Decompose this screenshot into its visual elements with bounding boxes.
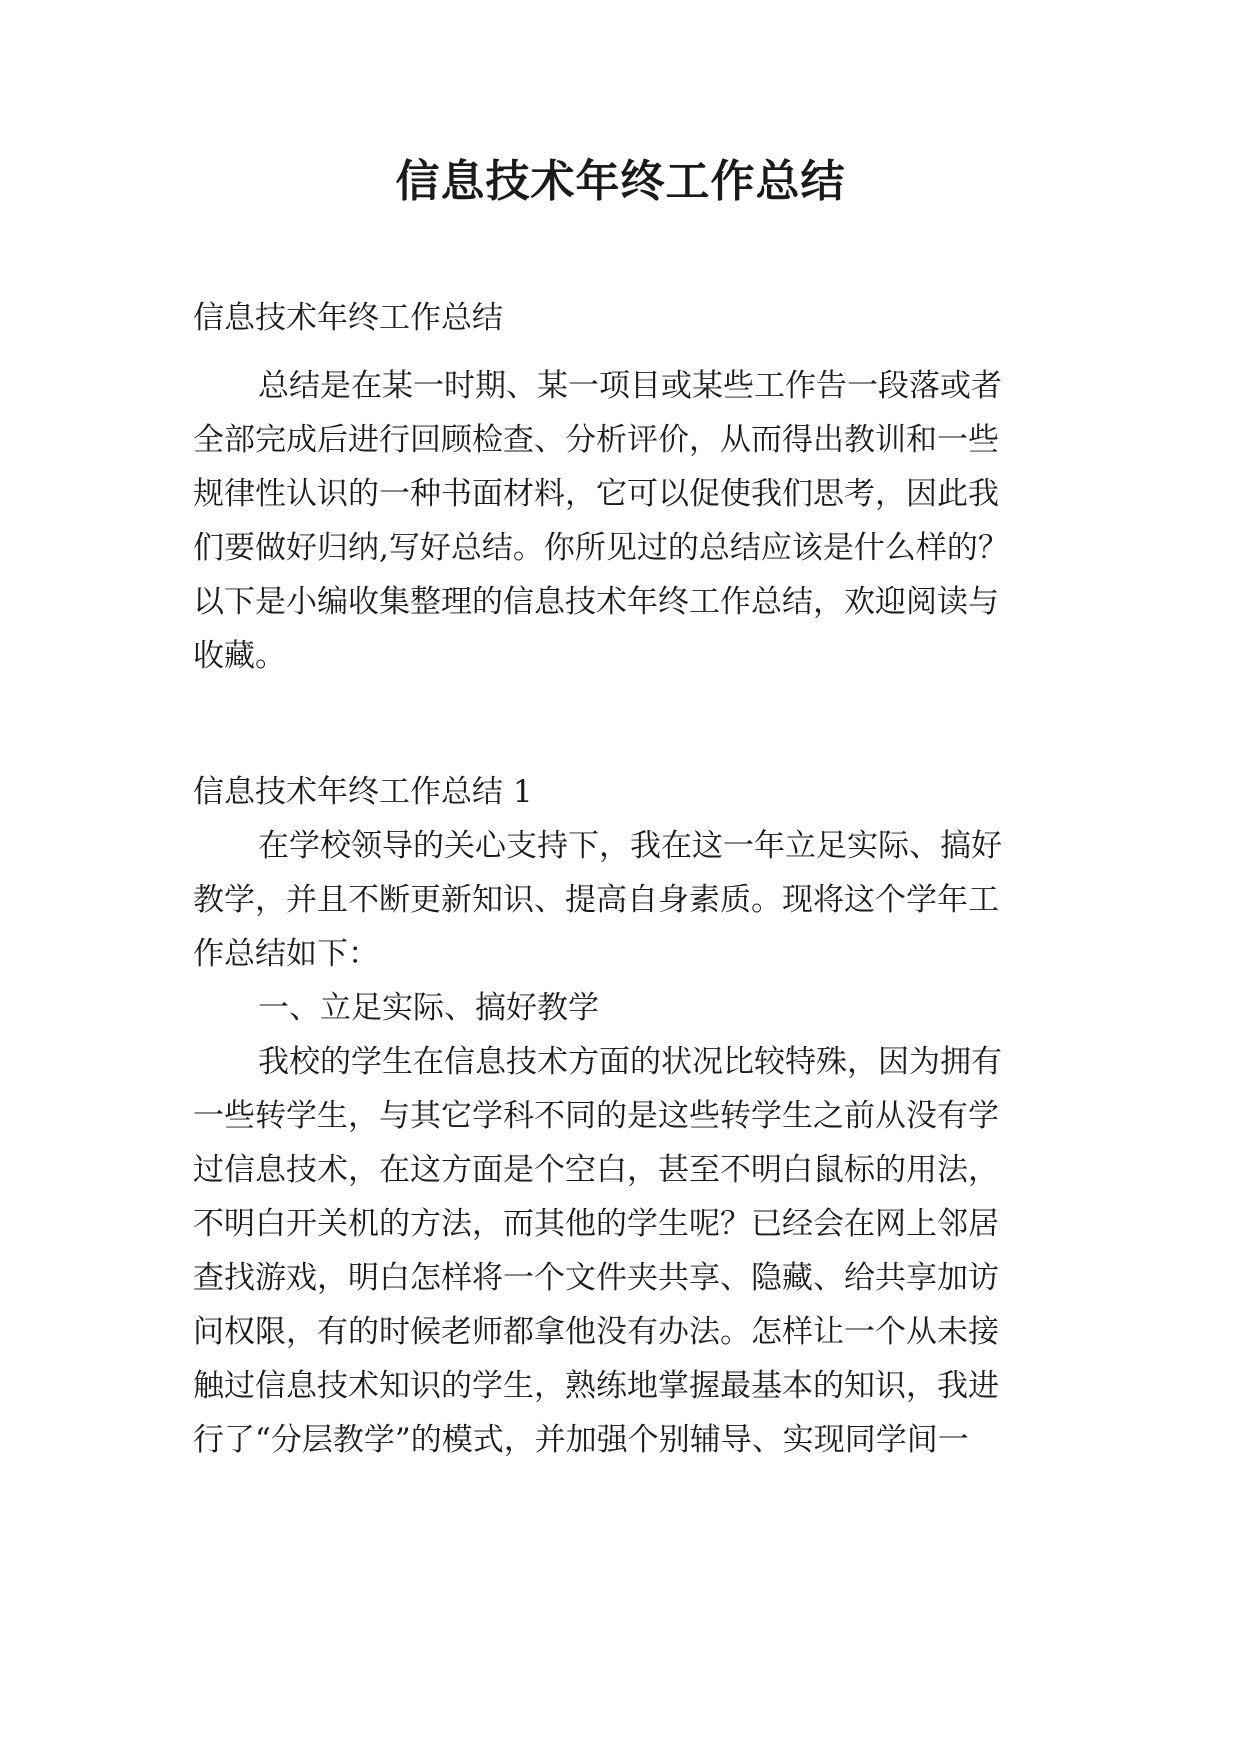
intro-line-5: 以下是小编收集整理的信息技术年终工作总结，欢迎阅读与 <box>193 584 999 620</box>
section-intro-line-3: 作总结如下： <box>193 936 379 972</box>
body-line-6: 问权限，有的时候老师都拿他没有办法。怎样让一个从未接 <box>193 1314 999 1350</box>
intro-line-6: 收藏。 <box>193 638 286 674</box>
intro-line-3: 规律性认识的一种书面材料，它可以促使我们思考，因此我 <box>193 476 999 512</box>
body-line-2: 一些转学生，与其它学科不同的是这些转学生之前从没有学 <box>193 1098 999 1134</box>
section-intro-line-1: 在学校领导的关心支持下，我在这一年立足实际、搞好 <box>258 828 1002 864</box>
subtitle: 信息技术年终工作总结 <box>193 300 503 336</box>
document-title: 信息技术年终工作总结 <box>395 156 846 207</box>
body-line-7: 触过信息技术知识的学生，熟练地掌握最基本的知识，我进 <box>193 1368 999 1404</box>
body-line-1: 我校的学生在信息技术方面的状况比较特殊，因为拥有 <box>258 1044 1002 1080</box>
section-intro-line-2: 教学，并且不断更新知识、提高自身素质。现将这个学年工 <box>193 882 999 918</box>
body-line-3: 过信息技术，在这方面是个空白，甚至不明白鼠标的用法， <box>193 1152 999 1188</box>
subheading: 一、立足实际、搞好教学 <box>258 990 599 1026</box>
intro-line-2: 全部完成后进行回顾检查、分析评价，从而得出教训和一些 <box>193 422 999 458</box>
body-line-8: 行了“分层教学”的模式，并加强个别辅导、实现同学间一 <box>193 1422 969 1458</box>
intro-line-1: 总结是在某一时期、某一项目或某些工作告一段落或者 <box>258 368 1002 404</box>
body-line-4: 不明白开关机的方法，而其他的学生呢？已经会在网上邻居 <box>193 1206 999 1242</box>
body-line-5: 查找游戏，明白怎样将一个文件夹共享、隐藏、给共享加访 <box>193 1260 999 1296</box>
section-heading: 信息技术年终工作总结 1 <box>193 774 533 810</box>
intro-line-4: 们要做好归纳,写好总结。你所见过的总结应该是什么样的？ <box>193 530 1009 566</box>
